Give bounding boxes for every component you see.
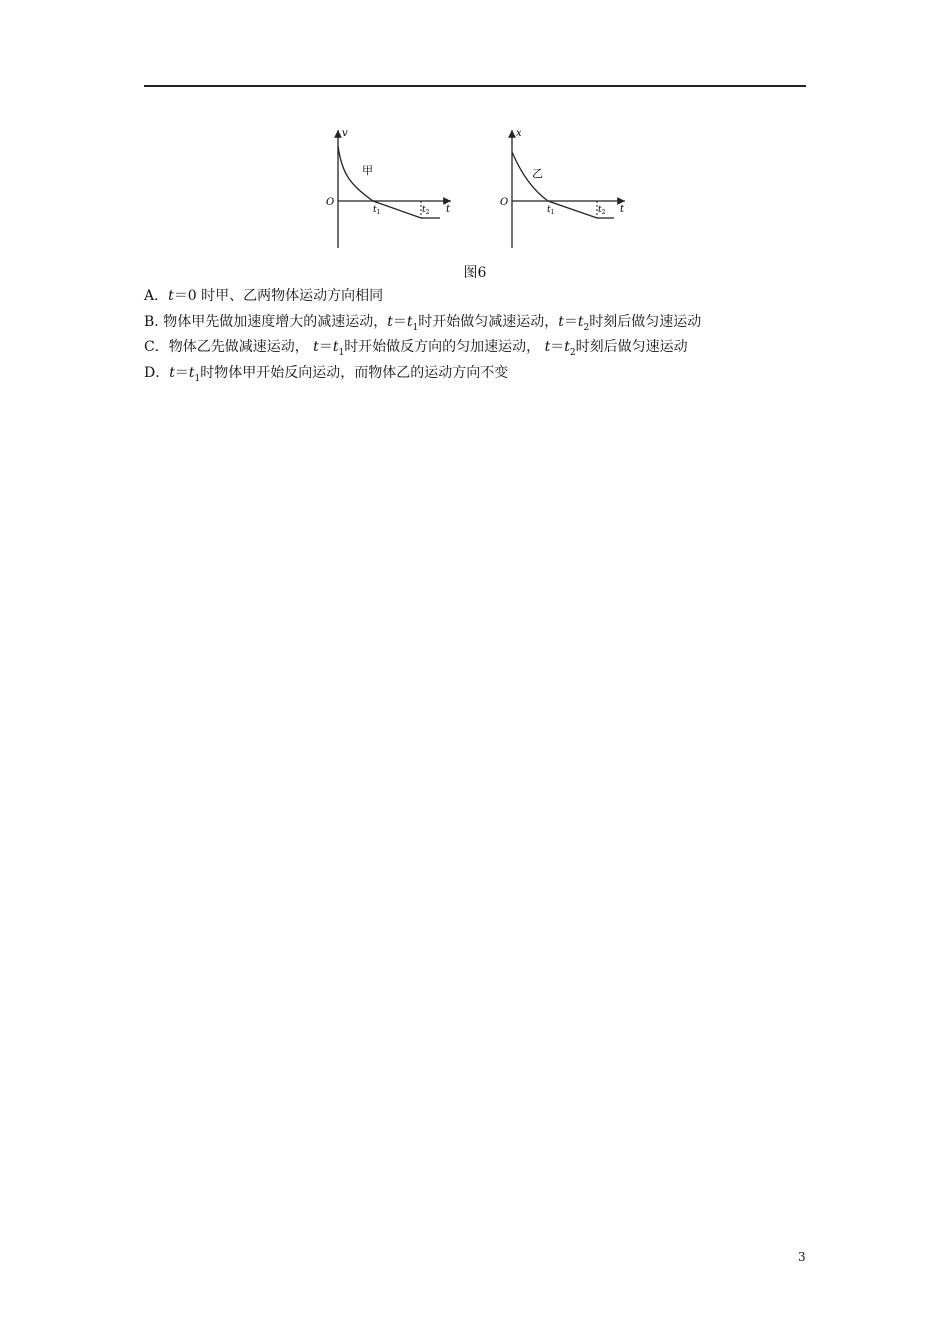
- t2-label-right: $t_2$: [598, 205, 606, 216]
- curve-label-jia: 甲: [362, 164, 373, 177]
- v-axis-label: v: [342, 128, 348, 139]
- t1-label-right: $t_1$: [547, 205, 555, 216]
- origin-right: O: [500, 197, 509, 208]
- option-a: A．t＝0 时甲、乙两物体运动方向相同: [144, 288, 384, 304]
- figure-caption: 图6: [463, 265, 487, 281]
- origin-left: O: [326, 197, 335, 208]
- header-rule: [144, 85, 806, 87]
- figure-6: [318, 120, 638, 255]
- option-d: D．$t=t_1$时物体甲开始反向运动，而物体乙的运动方向不变: [144, 365, 509, 384]
- x-t-graph: [500, 128, 625, 248]
- page-number: 3: [798, 1250, 806, 1264]
- curve-label-yi: 乙: [532, 167, 543, 180]
- option-c: C．物体乙先做减速运动， $t=t_1$时开始做反方向的匀加速运动， $t=t_2$时刻后做匀速运动: [144, 339, 688, 358]
- t2-label-left: $t_2$: [422, 205, 430, 216]
- x-axis-label: x: [516, 128, 522, 139]
- option-b: B. 物体甲先做加速度增大的减速运动，$t=t_1$时开始做匀减速运动，$t=t_2$时刻后做匀速运动: [144, 314, 702, 333]
- v-t-graph: [326, 128, 451, 248]
- t-axis-label-left: t: [446, 204, 451, 215]
- t-axis-label-right: t: [620, 204, 625, 215]
- motion-graphs: [318, 120, 638, 255]
- t1-label-left: $t_1$: [373, 205, 381, 216]
